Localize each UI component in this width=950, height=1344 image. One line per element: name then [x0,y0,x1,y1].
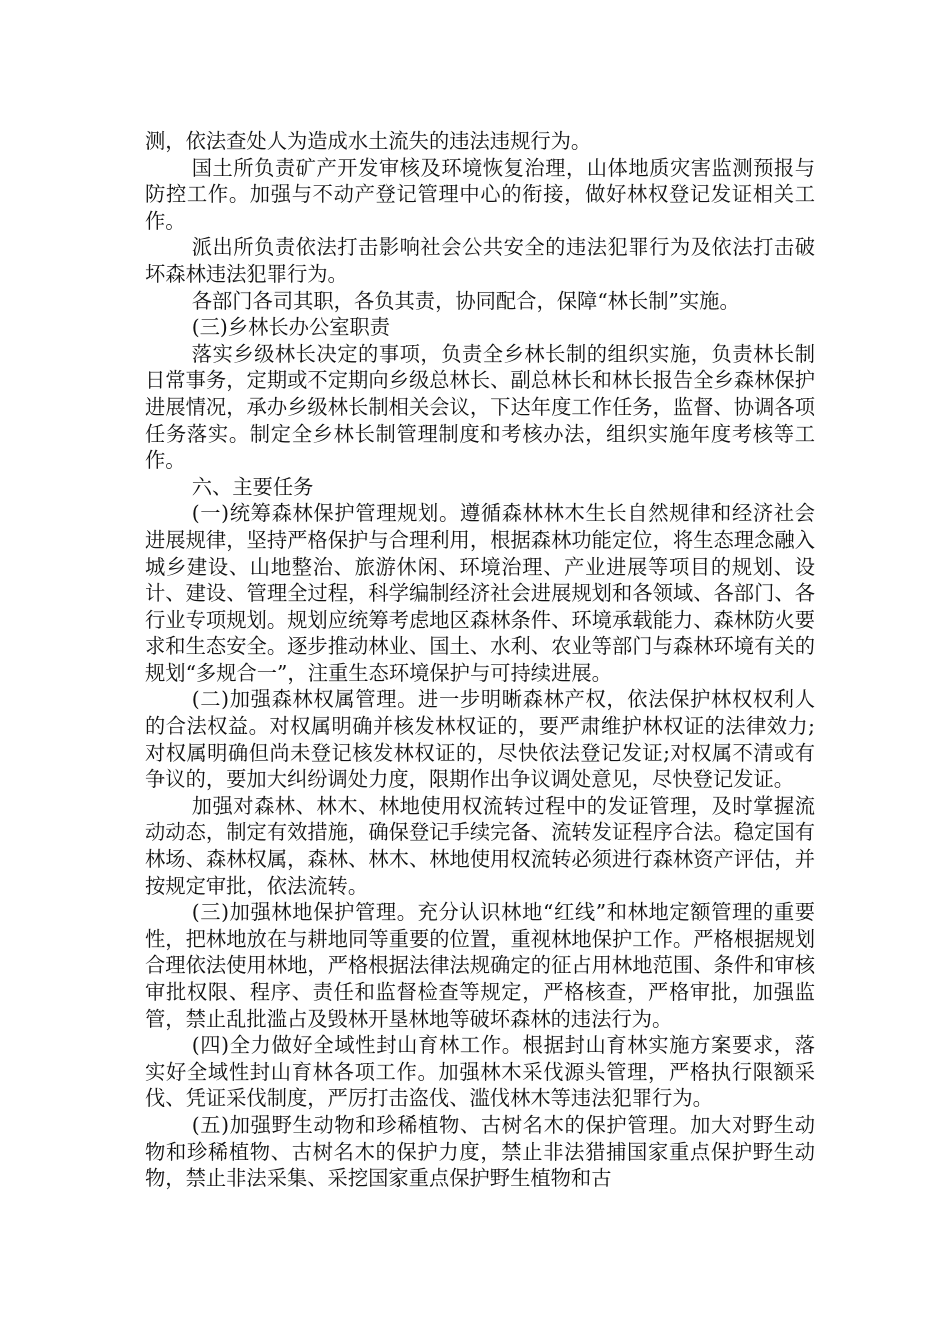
paragraph: 派出所负责依法打击影响社会公共安全的违法犯罪行为及依法打击破坏森林违法犯罪行为。 [145,235,815,286]
paragraph: (三)加强林地保护管理。充分认识林地“红线”和林地定额管理的重要性，把林地放在与耕地同等重要的位置，重视林地保护工作。严格根据规划合理依法使用林地，严格根据法律法规确定的征占用林地范围、条件和审核审批权限、程序、责任和监督检查等规定，严格核查，严格审批，加强监管，禁止乱批滥占及毁林开垦林地等破坏森林的违法行为。 [145,900,815,1031]
paragraph: 各部门各司其职，各负其责，协同配合，保障“林长制”实施。 [191,288,740,313]
paragraph: 测，依法查处人为造成水土流失的违法违规行为。 [145,129,592,153]
paragraph: (五)加强野生动物和珍稀植物、古树名木的保护管理。加大对野生动物和珍稀植物、古树名木的保护力度，禁止非法猎捕国家重点保护野生动物，禁止非法采集、采挖国家重点保护野生植物和古 [145,1112,815,1191]
document-page [145,128,815,1192]
paragraph: 落实乡级林长决定的事项，负责全乡林长制的组织实施，负责林长制日常事务，定期或不定期向乡级总林长、副总林长和林长报告全乡森林保护进展情况，承办乡级林长制相关会议，下达年度工作任务，监督、协调各项任务落实。制定全乡林长制管理制度和考核办法，组织实施年度考核等工作。 [145,341,815,473]
paragraph: 国土所负责矿产开发审核及环境恢复治理，山体地质灾害监测预报与防控工作。加强与不动产登记管理中心的衔接，做好林权登记发证相关工作。 [145,155,815,233]
paragraph: (四)全力做好全域性封山育林工作。根据封山育林实施方案要求，落实好全域性封山育林各项工作。加强林木采伐源头管理，严格执行限额采伐、凭证采伐制度，严厉打击盗伐、滥伐林木等违法犯罪行为。 [145,1033,815,1111]
paragraph: 加强对森林、林木、林地使用权流转过程中的发证管理，及时掌握流动动态，制定有效措施，确保登记手续完备、流转发证程序合法。稳定国有林场、森林权属，森林、林木、林地使用权流转必须进行森林资产评估，并按规定审批，依法流转。 [145,793,815,898]
section-heading: (三)乡林长办公室职责 [191,315,391,340]
paragraph: (二)加强森林权属管理。进一步明晰森林产权，依法保护林权权利人的合法权益。对权属明确并核发林权证的，要严肃维护林权证的法律效力;对权属明确但尚未登记核发林权证的，尽快依法登记发证;对权属不清或有争议的，要加大纠纷调处力度，限期作出争议调处意见，尽快登记发证。 [145,687,815,792]
paragraph: (一)统筹森林保护管理规划。遵循森林林木生长自然规律和经济社会进展规律，坚持严格保护与合理利用，根据森林功能定位，将生态理念融入城乡建设、山地整治、旅游休闲、环境治理、产业进展等项目的规划、设计、建设、管理全过程，科学编制经济社会进展规划和各领域、各部门、各行业专项规划。规划应统筹考虑地区森林条件、环境承载能力、森林防火要求和生态安全。逐步推动林业、国土、水利、农业等部门与森林环境有关的规划“多规合一”，注重生态环境保护与可持续进展。 [145,501,815,685]
section-heading: 六、主要任务 [191,474,314,499]
